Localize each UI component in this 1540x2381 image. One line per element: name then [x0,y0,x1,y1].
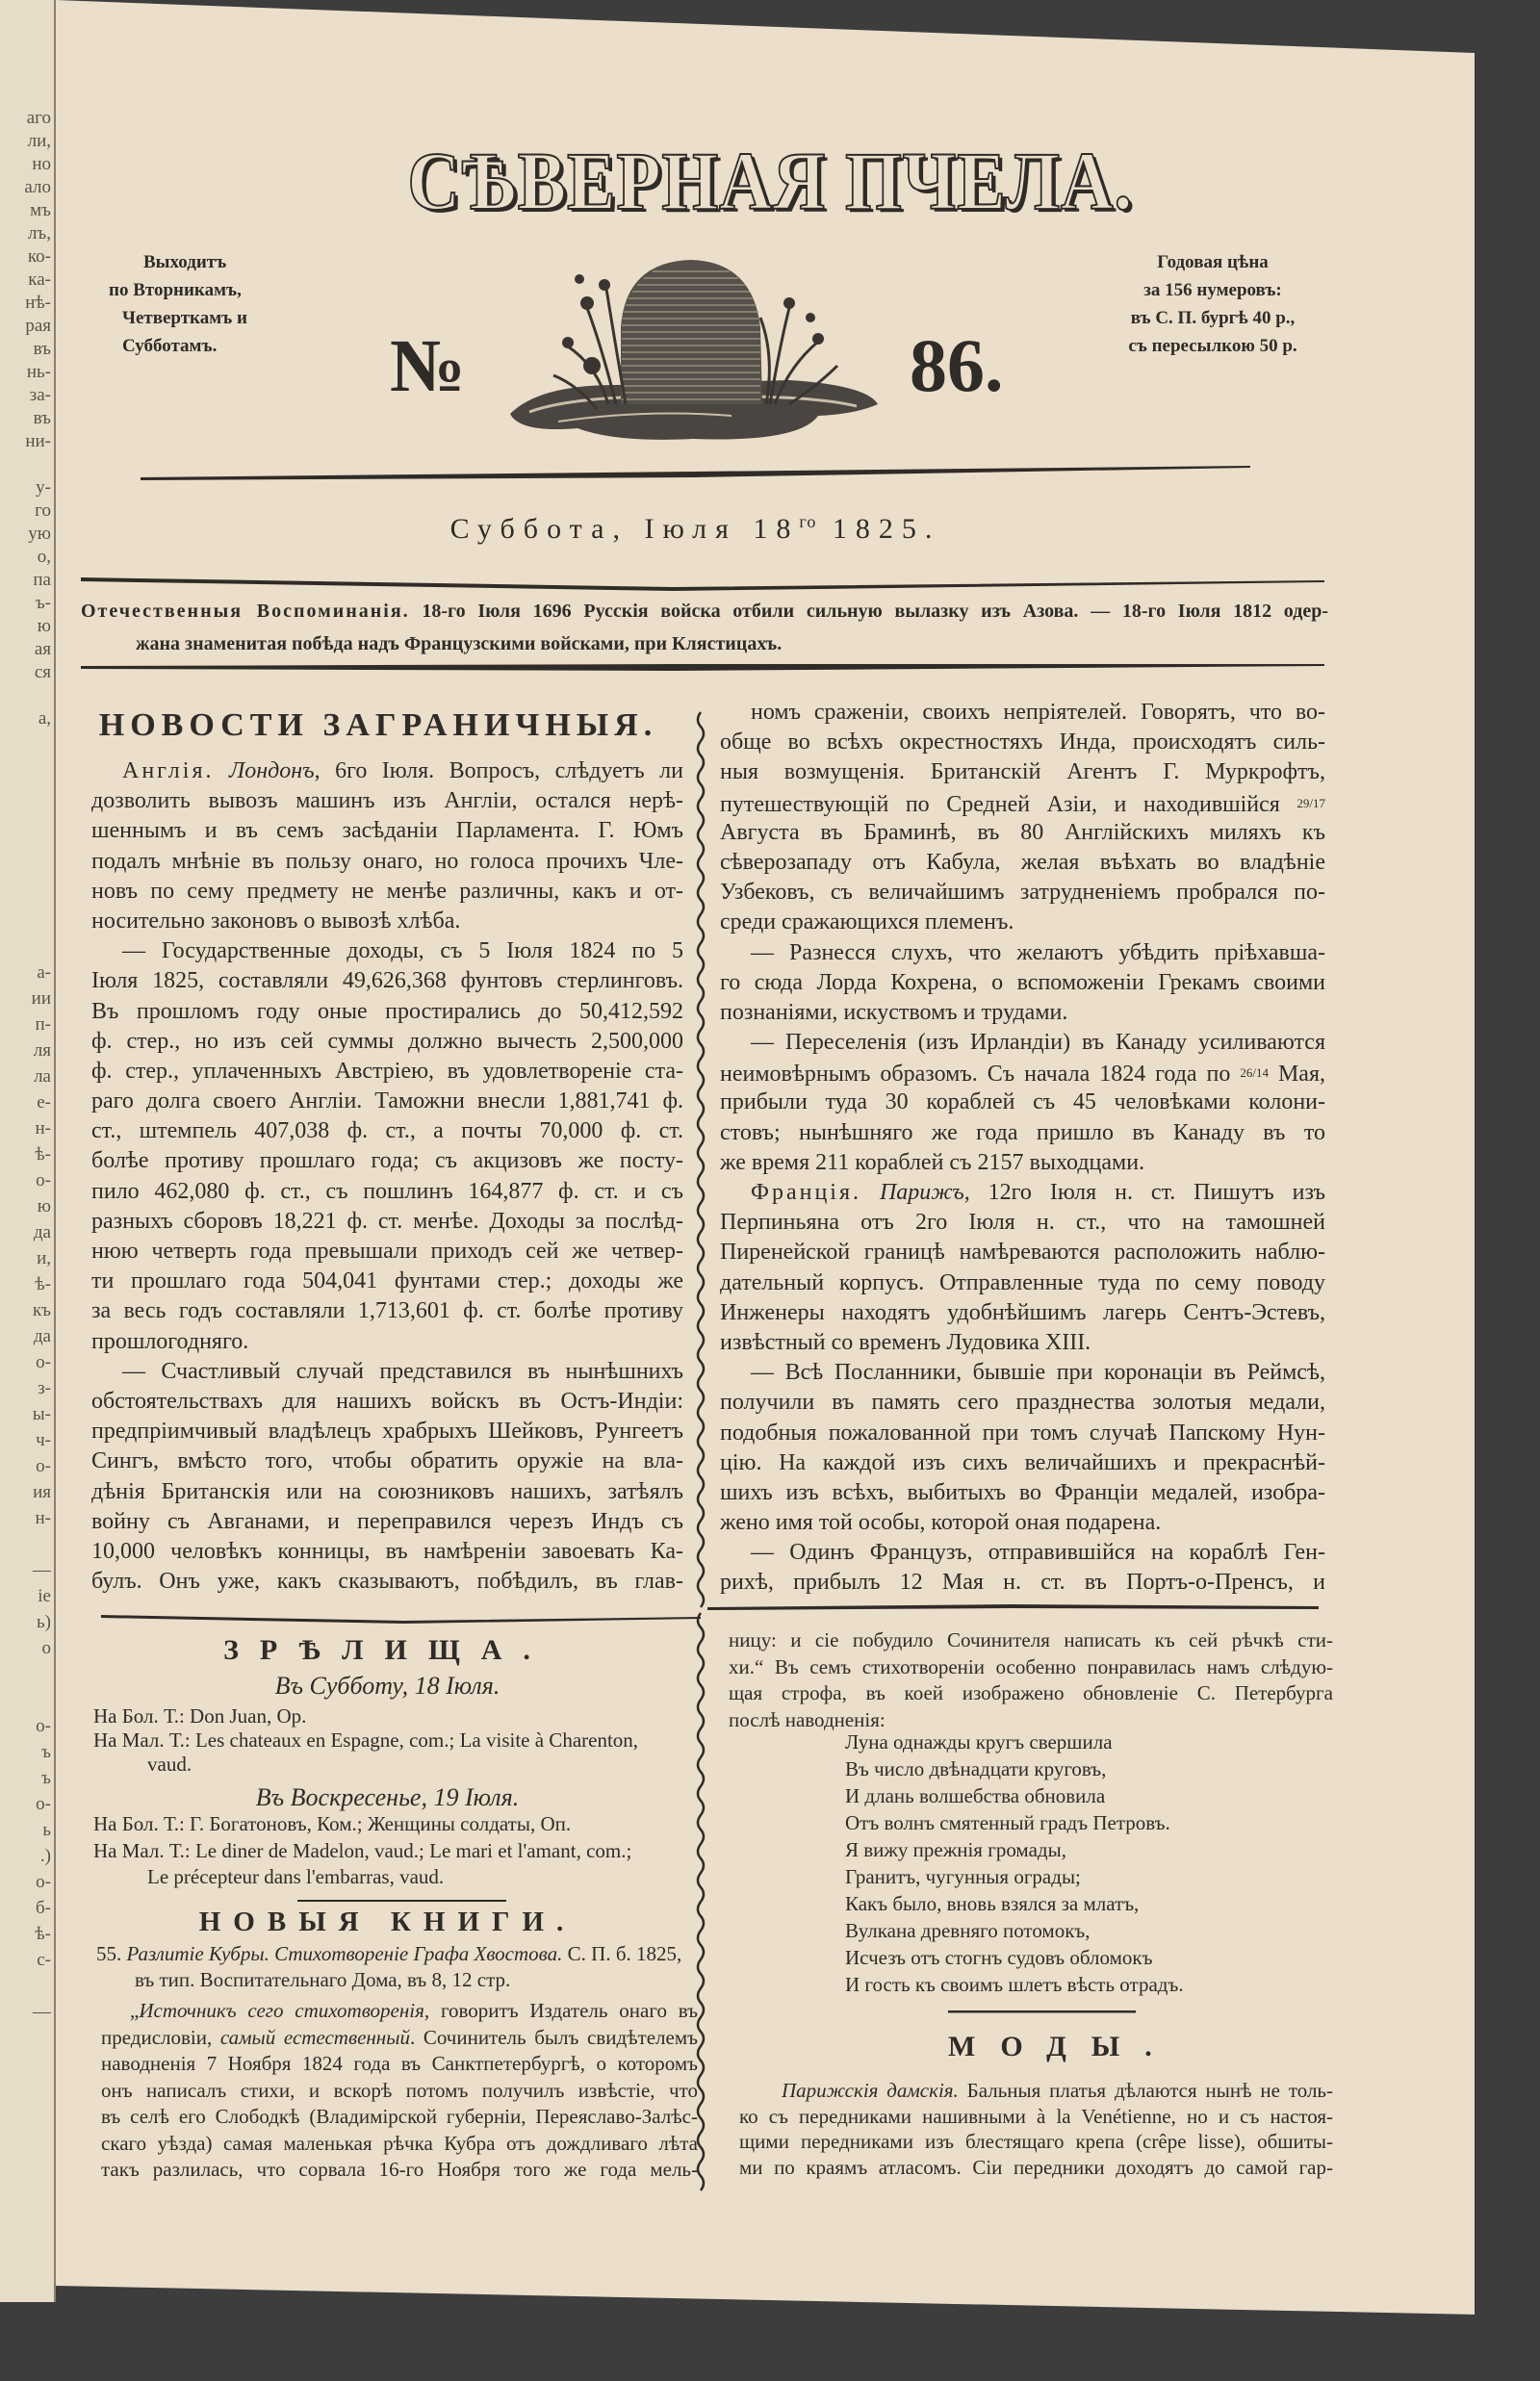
text-line: Узбековъ, съ величайшимъ затрудненіемъ пробрался по- [720,880,1325,906]
schedule-line: по Вторникамъ, [109,280,242,300]
book-entry [96,1942,681,1966]
text-segment: путешествующій по Средней Азіи, и находившійся [720,791,1297,817]
fashion-heading: МОДЫ. [948,2031,1177,2062]
fragment: го [35,500,51,521]
text-line: ныя возмущенія. Британскій Агентъ Г. Муркрофтъ, [720,759,1325,785]
text-line: войну съ Авганами, и переправился черезъ Индъ съ [91,1508,683,1534]
fragment: мъ [30,200,51,220]
text-segment: , говоритъ Издатель онаго въ [424,1999,698,2022]
fragment: б- [36,1898,51,1918]
fragment: ко- [27,246,51,267]
text-segment: Парижъ [879,1180,964,1205]
fragment: о- [36,1716,51,1736]
fragment: — [33,1560,51,1580]
fragment: ли, [27,131,51,151]
issue-number: 86. [910,323,1004,407]
fragment: с- [37,1950,51,1970]
text-segment: неимовѣрнымъ образомъ. Съ начала 1824 года по [720,1062,1241,1088]
text-line [101,1998,698,2025]
fragment: лъ, [27,223,51,243]
theatre-rule [297,1900,506,1902]
text-line: наводненія 7 Ноября 1824 года въ Санктпетербургѣ, о которомъ [101,2052,698,2075]
text-line [720,1058,1325,1088]
text-line: дозволить вывозъ машинъ изъ Англіи, остался нерѣ- [91,788,683,814]
poem-line: Гранитъ, чугунныя ограды; [845,1865,1081,1888]
issue-date [0,512,1391,546]
memorial-label: Отечественныя Воспоминанія. [81,601,410,622]
fragment: ы- [32,1404,51,1424]
text-line: подобныя пожалованной при томъ случаѣ Папскому Нун- [720,1420,1325,1446]
text-line: обще во всѣхъ окрестностяхъ Инда, происходятъ силь- [720,730,1325,755]
theatre-sat-small: На Мал. Т.: Les chateaux en Espagne, com.; La visite à Charenton, [93,1728,639,1752]
fragment: н- [35,1508,51,1528]
text-segment: 29/17 [1296,795,1325,810]
text-line: шеннымъ и въ семъ засѣданіи Парламента. Г. Юмъ [91,818,683,844]
fragment: о, [37,547,51,567]
date-year: 1825. [816,513,941,545]
fragment: ся [34,662,51,682]
fashion-text [739,2078,1333,2180]
fragment: ую [28,524,51,544]
text-line: щими передниками изъ блестящаго крепа (crêpe lisse), обшиты- [739,2130,1333,2153]
fragment: ѣ- [35,1274,51,1294]
fragment: о- [36,1352,51,1372]
fragment: з- [38,1378,51,1398]
text-line: — Переселенія (изъ Ирландіи) въ Канаду усиливаются [751,1030,1325,1056]
text-line: за весь годъ составляли 1,713,601 ф. ст. болѣе противу [91,1298,683,1324]
text-line: прошлогодняго. [91,1328,249,1354]
fragment: іе [38,1586,51,1606]
poem-line: Отъ волнъ смятенный градъ Петровъ. [845,1811,1170,1834]
text-segment: . Сочинитель былъ свидѣтелемъ [409,2025,698,2049]
poem-line: Луна однажды кругъ свершила [845,1730,1113,1754]
date-superscript: го [799,512,817,531]
text-segment: Лондонъ [228,758,315,783]
poem-line: Вулкана древняго потомокъ, [845,1919,1091,1942]
theatre-sun-small: На Мал. Т.: Le diner de Madelon, vaud.; Le mari et l'amant, com.; [93,1839,632,1862]
text-segment: , 6го Іюля. Вопросъ, слѣдуетъ ли [314,758,683,783]
fragment: нѣ- [25,293,51,313]
fragment: у- [36,477,51,498]
right-column-news [720,698,1325,1599]
theatre-heading: ЗРѢЛИЩА. [223,1634,552,1666]
theatre-sun-small-cont: Le précepteur dans l'embarras, vaud. [147,1865,445,1888]
fragment: нь- [26,362,51,382]
foreign-news-heading: НОВОСТИ ЗАГРАНИЧНЫЯ. [98,707,658,743]
text-line: дательный корпусъ. Отправленные туда по сему поводу [720,1269,1325,1295]
fragment: ка- [28,269,51,290]
theatre-sun-big: На Бол. Т.: Г. Богатоновъ, Ком.; Женщины солдаты, Оп. [93,1812,572,1835]
text-line: среди сражающихся племенъ. [720,909,1014,935]
text-line [101,2025,698,2052]
fragment: ла [34,1066,51,1087]
price-line: за 156 нумеровъ: [1143,280,1282,300]
text-line: ницу: и сіе побудило Сочинителя написать къ сей рѣчкѣ сти- [729,1628,1333,1651]
text-segment: самый естественный [219,2025,410,2049]
text-line: ст., штемпель 407,038 ф. ст., а почты 70,000 ф. ст. [91,1118,683,1144]
text-line: ко съ передниками нашивными à la Venétienne, но и съ настоя- [739,2104,1333,2128]
fragment: да [33,1222,51,1242]
text-segment: Источникъ сего стихотворенія [139,1999,424,2022]
text-line: Іюля 1825, составляли 49,626,368 фунтовъ стерлинговъ. [91,968,683,994]
book-imprint: С. П. б. 1825, [562,1942,682,1965]
text-line: онъ написалъ стихи, и вскорѣ потомъ получилъ извѣстіе, что [101,2078,698,2102]
poem-line: И длань волшебства обновила [845,1784,1106,1807]
poem-line: Исчезъ отъ стогнъ судовъ обломокъ [845,1946,1153,1969]
text-line: ти прошлаго года 504,041 фунтами стер.; доходы же [91,1268,683,1294]
text-line: сѣверозападу отъ Кабула, желая въѣхать во владѣніе [720,849,1325,875]
left-column-news [91,756,683,1597]
fragment: ю [37,1196,51,1216]
text-line: новъ по сему предмету не менѣе различны, какъ и от- [91,878,683,904]
fragment: да [33,1326,51,1346]
text-line: ф. стер., уплаченныхъ Австріею, въ удовлетвореніе ста- [91,1058,683,1084]
poem-rule [948,2010,1136,2013]
text-line: стовъ; нынѣшняго же года пришло въ Канаду въ то [720,1119,1325,1145]
fragment: е- [37,1092,51,1113]
book-review-left [101,1998,698,2184]
fragment: ля [33,1040,51,1061]
fragment: ь [42,1820,51,1840]
theatre-sunday: Въ Воскресенье, 19 Іюля. [255,1783,520,1811]
column-divider [698,712,704,2190]
text-line: цію. На каждой изъ сихъ величайшихъ и прекраснѣй- [720,1449,1325,1475]
memorial-line-2: жана знаменитая побѣда надъ Французскими войсками, при Клястицахъ. [136,633,783,654]
text-line: познаніями, искуствомъ и трудами. [720,999,1068,1025]
text-line: пило 462,080 ф. ст., съ пошлинъ 164,877 ф. ст. и съ [91,1178,683,1204]
text-segment: Парижскія дамскія. [782,2079,959,2102]
memorial-line-1 [81,601,1328,623]
theatre-sat-small-cont: vaud. [147,1753,192,1776]
text-line: булъ. Онъ уже, какъ сказываютъ, побѣдилъ, въ глав- [91,1569,683,1595]
fragment: ало [24,177,51,197]
fragment: .) [39,1846,51,1866]
masthead-title-text: СѢВЕРНАЯ ПЧЕЛА. [407,135,1133,227]
theatre-saturday: Въ Субботу, 18 Іюля. [274,1672,500,1700]
text-line: Въ прошломъ году оные простирались до 50,412,592 [91,998,683,1024]
text-segment: Франція. [751,1180,862,1205]
fragment: за- [29,385,51,405]
memorial-rule [81,664,1324,671]
text-line: раго долга своего Англіи. Таможни внесли 1,881,741 ф. [91,1088,683,1114]
text-line: разныхъ сборовъ 18,221 ф. ст. менѣе. Доходы за послѣд- [91,1208,683,1234]
text-line: — Разнесся слухъ, что желаютъ убѣдить пріѣхавша- [751,939,1325,965]
text-line: Августа въ Браминѣ, въ 80 Англійскихъ миляхъ къ [720,819,1325,845]
text-segment: Мая, [1269,1062,1326,1088]
fragment: аго [26,108,51,128]
text-segment: предисловіи, [101,2025,220,2049]
fragment: а, [38,708,51,729]
text-line: обстоятельствахъ для нашихъ войскъ въ Остъ-Индіи: [91,1388,683,1414]
fragment: рая [25,316,51,336]
date-text: Суббота, Іюля 18 [449,513,800,545]
poem-line: Какъ было, вновь взялся за млатъ, [845,1892,1140,1915]
text-line: — Счастливый случай представился въ нынѣшнихъ [122,1358,683,1384]
text-line: нюю четверть года превышали приходъ сей же четвер- [91,1239,683,1264]
left-column-rule [101,1615,701,1624]
book-title: Разлитіе Кубры. Стихотвореніе Графа Хвостова. [121,1942,563,1965]
fragment: па [33,570,51,590]
price-line: Годовая цѣна [1157,252,1269,272]
fragment: ъ [41,1768,51,1788]
text-line: хи.“ Въ семъ стихотвореніи особенно понравилась намъ слѣдую- [729,1654,1333,1678]
fragment: н- [35,1118,51,1139]
new-books-heading: НОВЫЯ КНИГИ. [198,1907,577,1937]
text-line: номъ сраженіи, своихъ непріятелей. Говорятъ, что во- [751,700,1325,725]
fragment: ая [34,639,51,659]
schedule-line: Субботамъ. [122,336,218,356]
text-segment: Англія. [122,758,215,783]
book-imprint-line: въ тип. Воспитательнаго Дома, въ 8, 12 стр. [135,1968,511,1991]
text-line: ми по краямъ атласомъ. Сіи передники доходятъ до самой гар- [739,2155,1333,2179]
poem-line: Въ число двѣнадцати круговъ, [845,1757,1107,1780]
book-review-right [729,1627,1333,1733]
text-segment [214,758,228,783]
fragment: въ [33,408,51,428]
fragment: о [41,1638,51,1658]
text-line: щая строфа, въ коей изображено обновленіе С. Петербурга [729,1681,1333,1704]
fragment: ѣ- [35,1924,51,1944]
fragment: ии [31,988,51,1009]
fragment: — [33,2002,51,2022]
text-line: получили въ память сего празднества золотыя медали, [720,1390,1325,1416]
text-line: рихѣ, прибылъ 12 Мая н. ст. въ Портъ-о-Пренсъ, и [720,1570,1325,1596]
text-line: дѣнія Британскія или на союзниковъ нашихъ, затѣялъ [91,1478,683,1504]
schedule-line: Выходитъ [143,252,227,272]
text-segment: , 12го Іюля н. ст. Пишутъ изъ [963,1180,1325,1205]
fragment: ни- [25,431,51,451]
text-line: предпріимчивый владѣлецъ храбрыхъ Шейковъ, Рунгеетъ [91,1419,683,1445]
text-segment: 26/14 [1240,1065,1269,1081]
fragment: а- [37,962,51,983]
text-line: Сингъ, вмѣсто того, чтобы обратить оружіе на вла- [91,1448,683,1474]
text-line [720,788,1325,818]
fragment: о- [36,1456,51,1476]
fragment: ь) [37,1612,51,1632]
date-rule [81,577,1324,591]
text-line: — Одинъ Французъ, отправившійся на кораблѣ Ген- [751,1540,1325,1566]
poem-line: И гость къ своимъ шлетъ вѣсть отрадъ. [845,1973,1184,1996]
fragment: ия [33,1482,51,1502]
issue-number-sign: № [390,323,466,407]
text-line [91,756,683,786]
masthead-rule [141,466,1250,480]
text-line: — Государственные доходы, съ 5 Іюля 1824 по 5 [122,938,683,964]
fragment: ъ [41,1742,51,1762]
text-line [739,2078,1333,2104]
text-line: Пиренейской границѣ намѣреваются расположить наблю- [720,1240,1325,1266]
schedule-line: Четверткамъ и [122,308,247,328]
text-line: подалъ мнѣніе въ пользу онаго, но голоса прочихъ Чле- [91,848,683,874]
text-line [720,1178,1325,1208]
text-line: прибыли туда 30 кораблей съ 45 человѣками колони- [720,1089,1325,1115]
fragment: ъ- [35,593,51,613]
fragment: но [32,154,51,174]
text-line: послѣ наводненія: [729,1707,886,1731]
fragment: къ [32,1300,51,1320]
text-line: шихъ изъ всѣхъ, выбитыхъ во Франціи медалей, изобра- [720,1479,1325,1505]
price-line: съ пересылкою 50 р. [1128,336,1297,356]
memorial-text: 18-го Іюля 1696 Русскія войска отбили сильную вылазку изъ Азова. — 18-го Іюля 1812 одер- [409,601,1329,622]
text-line: носительно законовъ о вывозѣ хлѣба. [91,908,461,934]
fragment: о- [36,1794,51,1814]
text-line: го сюда Лорда Кохрена, о вспоможеніи Грекамъ своими [720,969,1325,995]
text-line: Инженеры находятъ удобнѣйшимъ лагерь Сентъ-Эстевъ, [720,1299,1325,1325]
fragment: ч- [36,1430,51,1450]
text-line: же время 211 кораблей съ 2157 выходцами. [720,1149,1145,1175]
poem-line: Я вижу прежнія громады, [845,1838,1066,1861]
price-line: въ С. П. бургѣ 40 р., [1130,308,1296,328]
fragment: въ [33,339,51,359]
text-line: Перпиньяна отъ 2го Іюля н. ст., что на тамошней [720,1210,1325,1236]
fragment: о- [36,1872,51,1892]
text-line: 10,000 человѣкъ конницы, въ намѣреніи завоевать Ка- [91,1538,683,1564]
text-segment [861,1180,880,1205]
text-line: извѣстный со временъ Лудовика XIII. [720,1329,1091,1355]
fragment: ѣ- [35,1144,51,1165]
text-line: такъ разлилась, что сорвала 16-го Ноября того же года мель- [101,2158,698,2181]
right-column-rule [707,1604,1319,1610]
text-line: въ селѣ его Слободкѣ (Владимірской губерніи, Переяславо-Залѣс- [101,2105,698,2128]
text-line: болѣе противу прошлаго года; съ акцизовъ же посту- [91,1148,683,1174]
text-line: жено имя той особы, которой оная подарена. [720,1510,1162,1536]
fragment: и, [37,1248,51,1268]
book-number: 55. [96,1942,122,1965]
fragment: п- [35,1014,51,1035]
text-line: ф. стер., но изъ сей суммы должно вычесть 2,500,000 [91,1028,683,1054]
poem-stanza [845,1728,1184,1998]
fragment: ю [37,616,51,636]
text-segment: „ [130,1999,140,2022]
text-segment: Бальныя платья дѣлаются нынѣ не толь- [958,2079,1333,2102]
theatre-sat-big: На Бол. Т.: Don Juan, Op. [93,1704,307,1728]
fragment: о- [36,1170,51,1190]
text-line: скаго уѣзда) самая маленькая рѣчка Кубра отъ дождливаго лѣта [101,2131,698,2155]
text-line: — Всѣ Посланники, бывшіе при коронаціи въ Реймсѣ, [751,1360,1325,1386]
